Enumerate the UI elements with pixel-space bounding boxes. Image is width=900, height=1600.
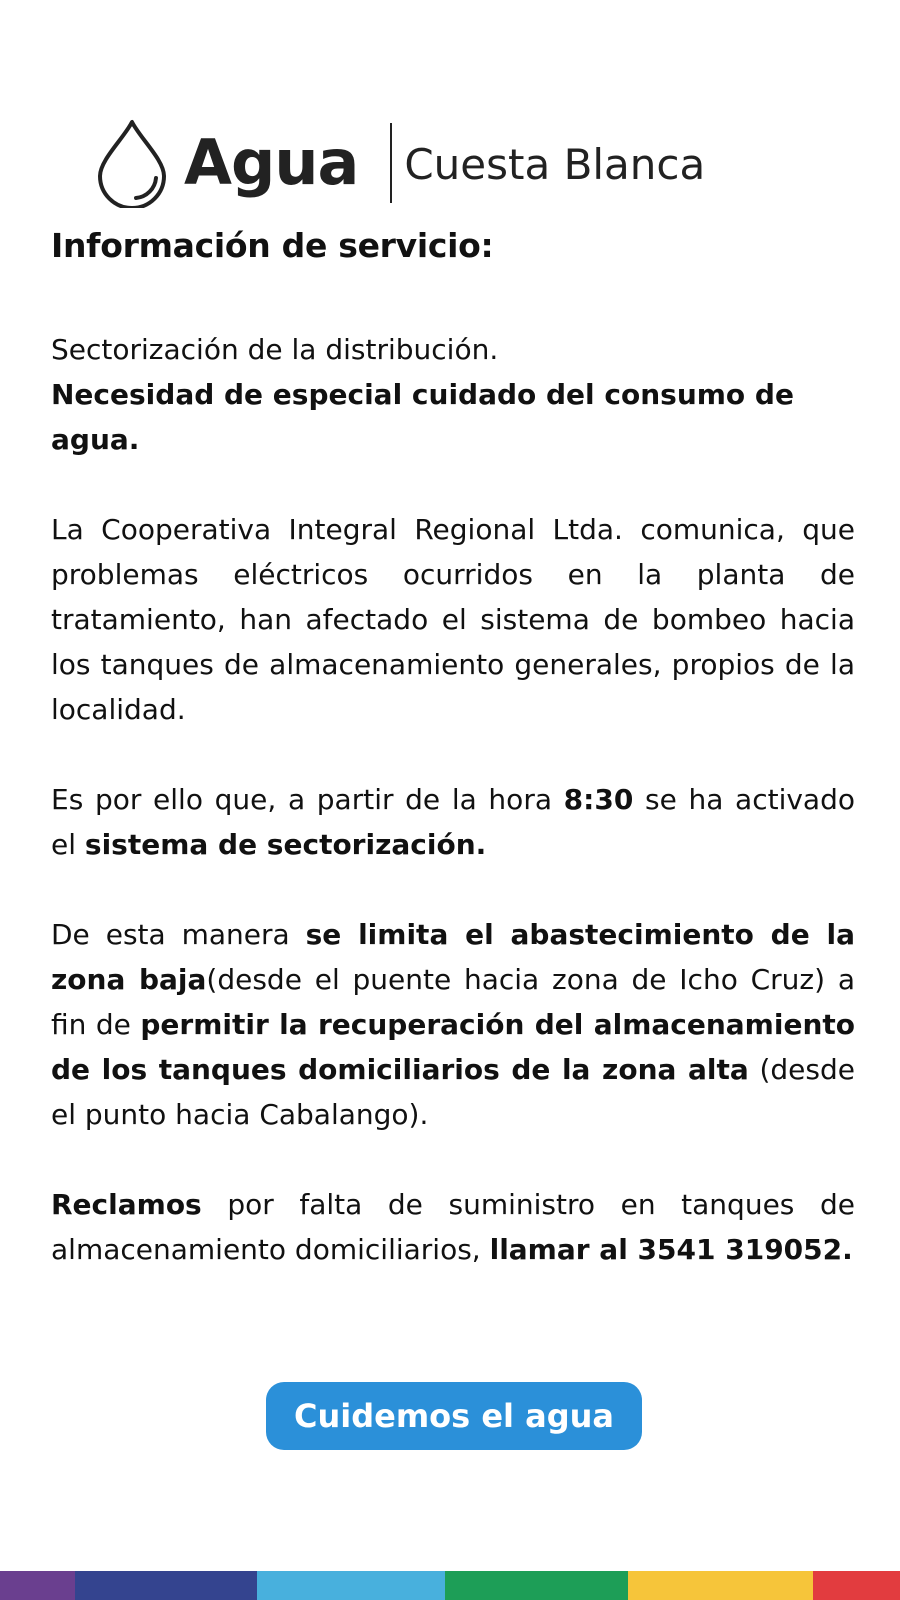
- stripe-segment: [813, 1571, 900, 1600]
- zones-text-2: (desde el puente hacia zona de Icho Cruz) a fin de: [51, 963, 855, 1041]
- notice-subject: [51, 327, 855, 462]
- subject-line: Sectorización de la distribución.: [51, 333, 499, 366]
- zones-text-1: De esta manera: [51, 918, 306, 951]
- paragraph-activation: [51, 777, 855, 867]
- cta-container: [0, 1382, 900, 1450]
- claims-label: Reclamos: [51, 1188, 202, 1221]
- stripe-segment: [628, 1571, 813, 1600]
- activation-text-1: Es por ello que, a partir de la hora: [51, 783, 564, 816]
- paragraph-cause: [51, 507, 855, 732]
- activation-text-2: se ha activado el: [51, 783, 855, 861]
- cause-text: La Cooperativa Integral Regional Ltda. comunica, que problemas eléctricos ocurridos en la planta de tratamiento, han afectado el sistema de bombeo hacia los tanques de almacenamiento generales, propios de la localidad.: [51, 513, 855, 726]
- activation-system: sistema de sectorización.: [84, 828, 487, 861]
- activation-time: 8:30: [563, 783, 634, 816]
- claims-phone: llamar al 3541 319052.: [489, 1233, 853, 1266]
- notice-heading: Información de servicio:: [51, 226, 494, 265]
- paragraph-zones: [51, 912, 855, 1137]
- brand-place: Cuesta Blanca: [404, 140, 706, 189]
- brand-logo: [96, 118, 705, 208]
- zones-text-3: (desde el punto hacia Cabalango).: [51, 1053, 855, 1131]
- paragraph-claims: [51, 1182, 855, 1272]
- stripe-segment: [445, 1571, 628, 1600]
- stripe-segment: [75, 1571, 257, 1600]
- color-stripe: [0, 1571, 900, 1600]
- claims-text: por falta de suministro en tanques de almacenamiento domiciliarios,: [51, 1188, 855, 1266]
- stripe-segment: [0, 1571, 75, 1600]
- stripe-segment: [257, 1571, 445, 1600]
- logo-divider: [390, 123, 392, 203]
- subject-emphasis: Necesidad de especial cuidado del consumo de agua.: [51, 378, 794, 456]
- brand-name: Agua: [184, 126, 359, 199]
- zones-recovery: permitir la recuperación del almacenamiento de los tanques domiciliarios de la zona alta: [51, 1008, 855, 1086]
- notice-body: [51, 222, 855, 1317]
- zones-limit: se limita el abastecimiento de la zona baja: [51, 918, 855, 996]
- cta-button[interactable]: Cuidemos el agua: [266, 1382, 642, 1450]
- water-drop-icon: [96, 118, 168, 208]
